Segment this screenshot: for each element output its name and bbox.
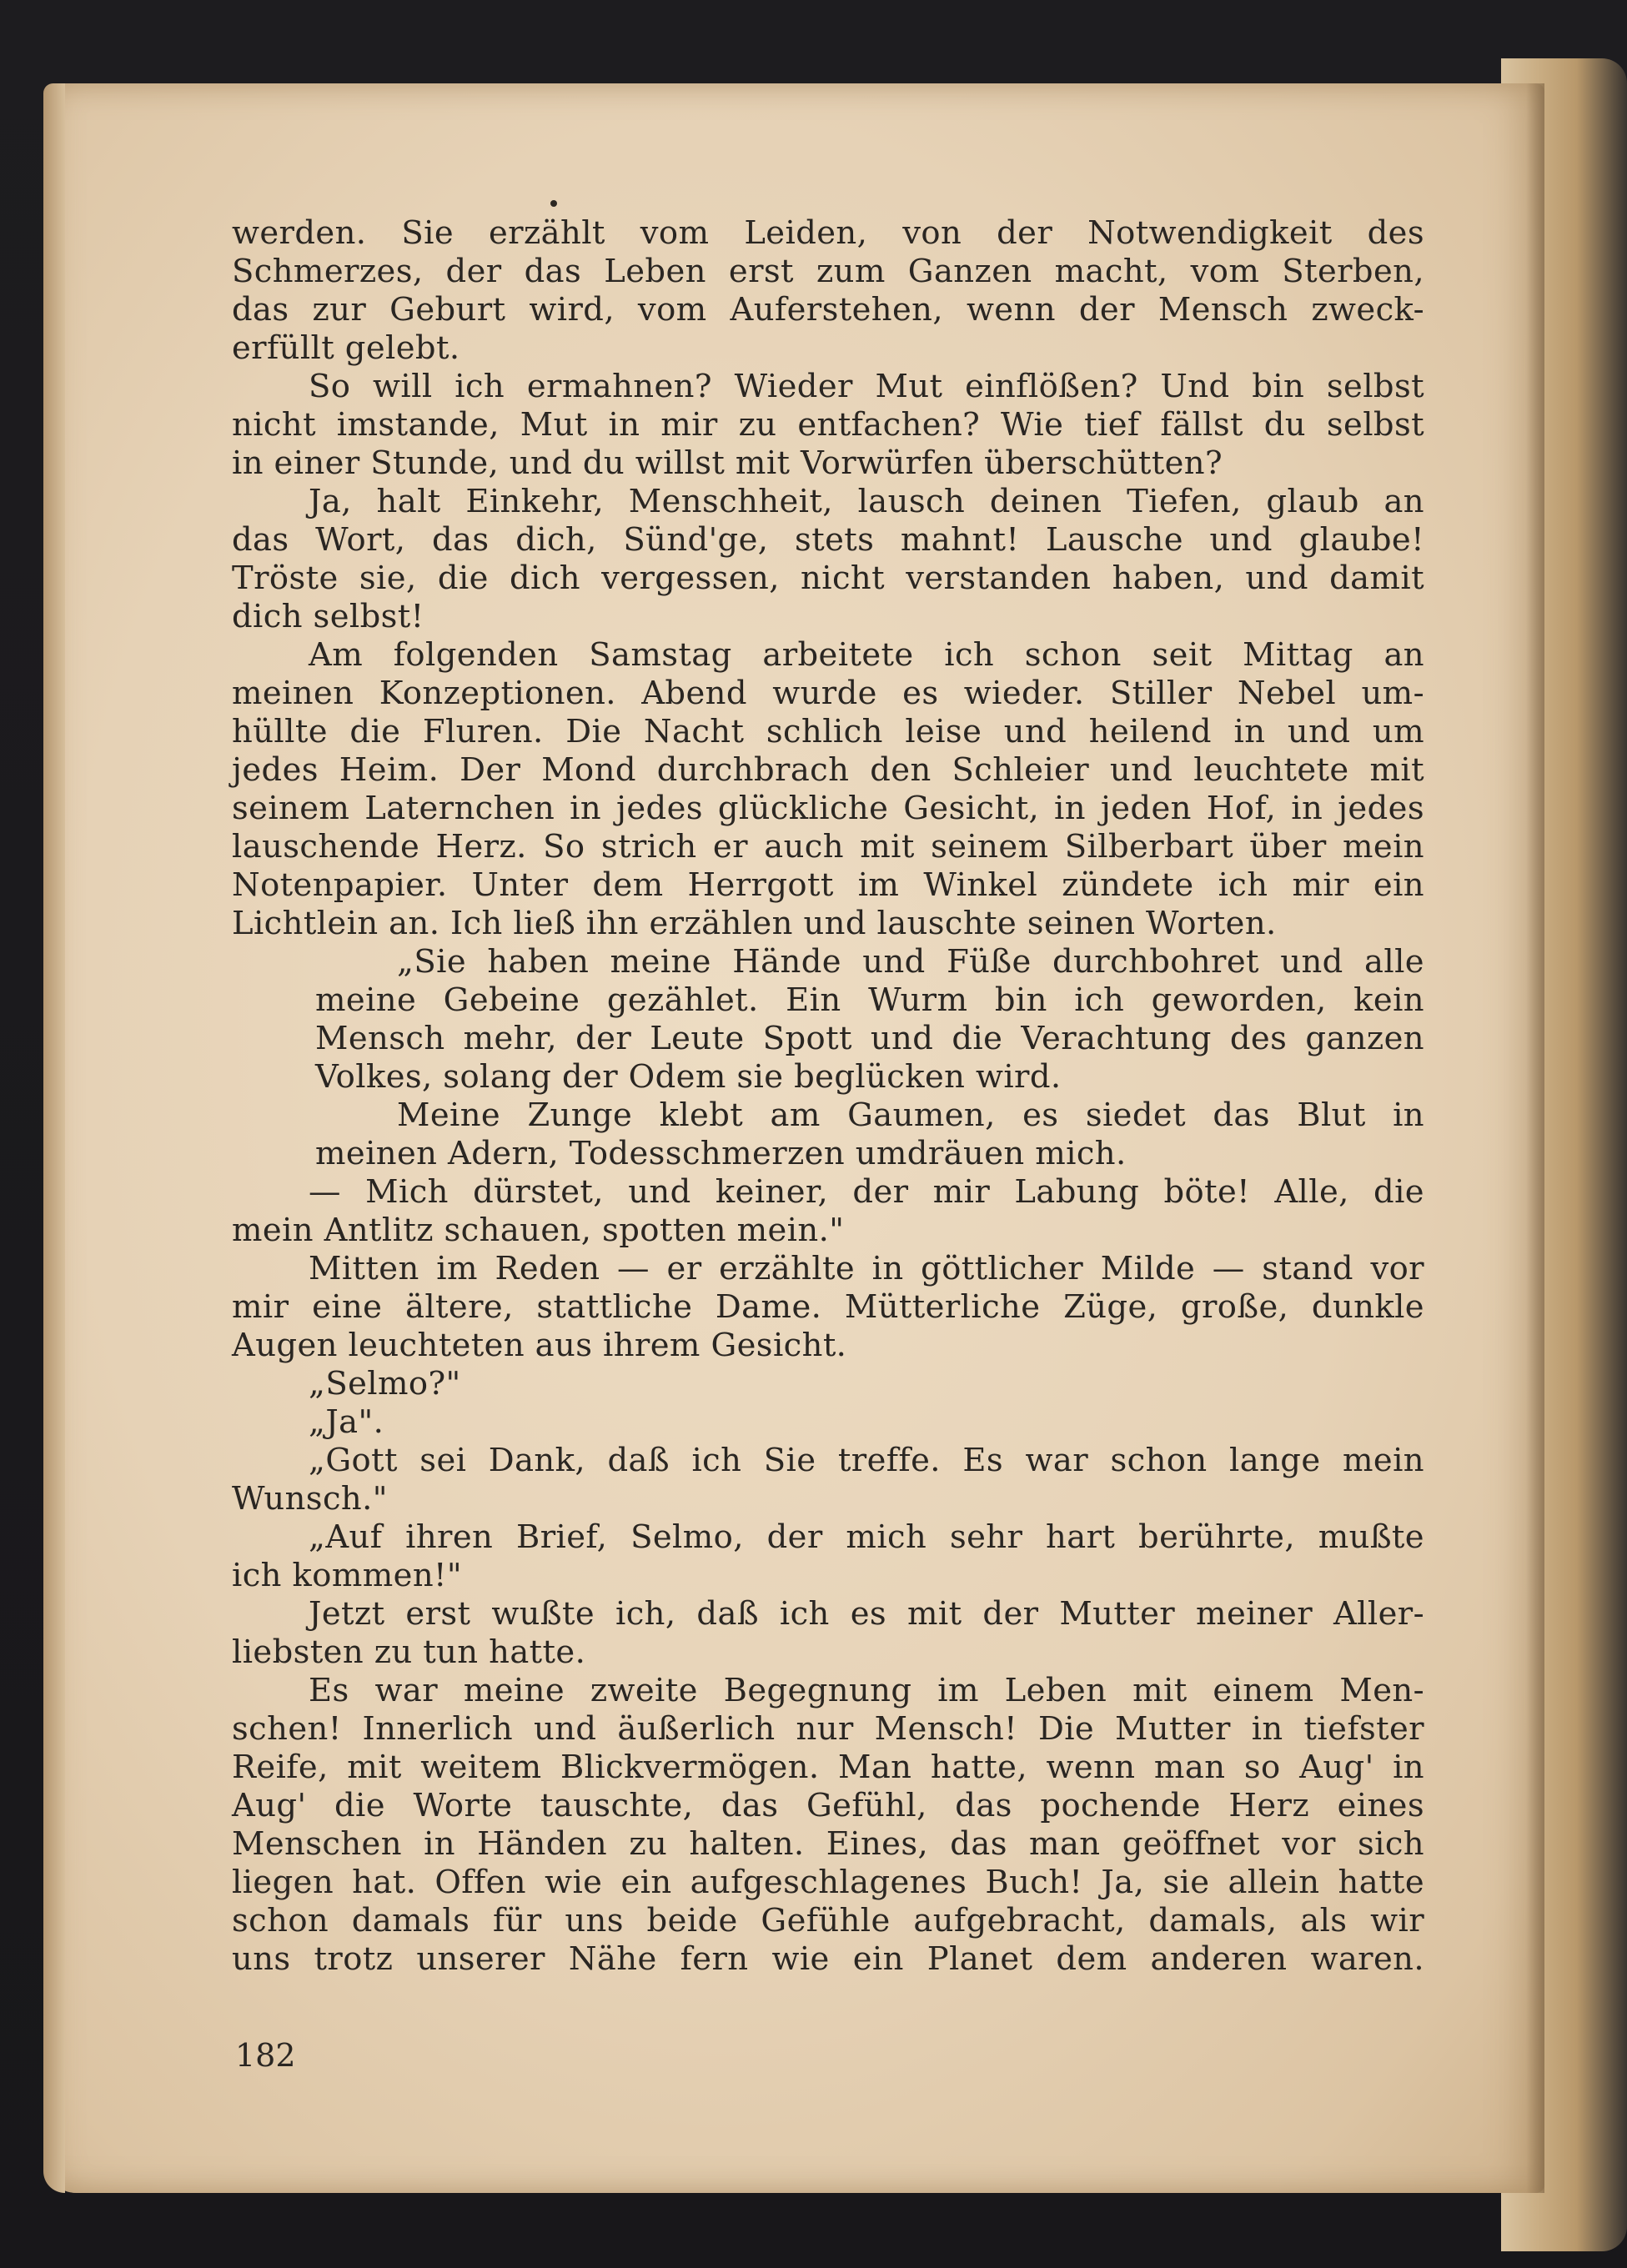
text-line: hüllte die Fluren. Die Nacht schlich leise und heilend in und um [232, 713, 1424, 750]
text-line: „Ja". [309, 1403, 384, 1441]
text-line: „Gott sei Dank, daß ich Sie treffe. Es war schon lange mein [309, 1442, 1424, 1479]
quote-line: Meine Zunge klebt am Gaumen, es siedet das Blut in [397, 1096, 1424, 1134]
quote-line: meinen Adern, Todesschmerzen umdräuen mich. [315, 1135, 1127, 1172]
text-line: Wunsch." [232, 1480, 388, 1518]
text-line: Menschen in Händen zu halten. Eines, das man geöffnet vor sich [232, 1825, 1424, 1863]
text-line: schen! Innerlich und äußerlich nur Mensch! Die Mutter in tiefster [232, 1710, 1424, 1748]
text-line: mir eine ältere, stattliche Dame. Mütterliche Züge, große, dunkle [232, 1288, 1424, 1326]
text-line: So will ich ermahnen? Wieder Mut einflößen? Und bin selbst [309, 368, 1424, 405]
text-line: meinen Konzeptionen. Abend wurde es wieder. Stiller Nebel um- [232, 675, 1424, 712]
text-line: Mitten im Reden — er erzählte in göttlicher Milde — stand vor [309, 1250, 1424, 1287]
page-text [232, 214, 1424, 1979]
text-line: das zur Geburt wird, vom Auferstehen, wenn der Mensch zweck- [232, 291, 1424, 329]
text-line: Am folgenden Samstag arbeitete ich schon seit Mittag an [309, 636, 1424, 674]
text-line: Schmerzes, der das Leben erst zum Ganzen macht, vom Sterben, [232, 253, 1424, 290]
text-line: lauschende Herz. So strich er auch mit seinem Silberbart über mein [232, 828, 1424, 866]
quote-line: „Sie haben meine Hände und Füße durchbohret und alle [397, 943, 1424, 981]
quote-line: meine Gebeine gezählet. Ein Wurm bin ich geworden, kein [315, 981, 1424, 1019]
text-line: liegen hat. Offen wie ein aufgeschlagenes Buch! Ja, sie allein hatte [232, 1864, 1424, 1901]
quote-line: Mensch mehr, der Leute Spott und die Verachtung des ganzen [315, 1020, 1424, 1057]
text-line: werden. Sie erzählt vom Leiden, von der Notwendigkeit des [232, 214, 1424, 252]
text-line: Reife, mit weitem Blickvermögen. Man hatte, wenn man so Aug' in [232, 1749, 1424, 1786]
text-line: Ja, halt Einkehr, Menschheit, lausch deinen Tiefen, glaub an [309, 483, 1424, 520]
text-line: — Mich dürstet, und keiner, der mir Labung böte! Alle, die [309, 1173, 1424, 1211]
text-line: jedes Heim. Der Mond durchbrach den Schleier und leuchtete mit [232, 751, 1424, 789]
ink-dot [550, 200, 557, 207]
text-line: dich selbst! [232, 598, 424, 635]
text-line: „Selmo?" [309, 1365, 461, 1402]
text-line: Notenpapier. Unter dem Herrgott im Winkel zündete ich mir ein [232, 866, 1424, 904]
text-line: ich kommen!" [232, 1557, 462, 1594]
quote-line: Volkes, solang der Odem sie beglücken wird. [315, 1058, 1062, 1096]
text-line: in einer Stunde, und du willst mit Vorwürfen überschütten? [232, 444, 1223, 482]
text-line: das Wort, das dich, Sünd'ge, stets mahnt! Lausche und glaube! [232, 521, 1424, 559]
text-line: Tröste sie, die dich vergessen, nicht verstanden haben, und damit [232, 559, 1424, 597]
text-line: Jetzt erst wußte ich, daß ich es mit der Mutter meiner Aller- [309, 1595, 1424, 1633]
page-left-edge [43, 83, 65, 2193]
text-line: Aug' die Worte tauschte, das Gefühl, das pochende Herz eines [232, 1787, 1424, 1824]
text-line: liebsten zu tun hatte. [232, 1633, 586, 1671]
text-line: Augen leuchteten aus ihrem Gesicht. [232, 1327, 847, 1364]
text-line: Lichtlein an. Ich ließ ihn erzählen und lauschte seinen Worten. [232, 905, 1277, 942]
text-line: seinem Laternchen in jedes glückliche Gesicht, in jeden Hof, in jedes [232, 790, 1424, 827]
text-line: erfüllt gelebt. [232, 329, 460, 367]
text-line: mein Antlitz schauen, spotten mein." [232, 1212, 845, 1249]
book-gutter [1526, 83, 1544, 2193]
text-line: „Auf ihren Brief, Selmo, der mich sehr hart berührte, mußte [309, 1518, 1424, 1556]
text-line: nicht imstande, Mut in mir zu entfachen? Wie tief fällst du selbst [232, 406, 1424, 444]
text-line: schon damals für uns beide Gefühle aufgebracht, damals, als wir [232, 1902, 1424, 1939]
page-number: 182 [235, 2037, 296, 2074]
text-line: uns trotz unserer Nähe fern wie ein Planet dem anderen waren. [232, 1940, 1424, 1978]
text-line: Es war meine zweite Begegnung im Leben mit einem Men- [309, 1672, 1424, 1709]
